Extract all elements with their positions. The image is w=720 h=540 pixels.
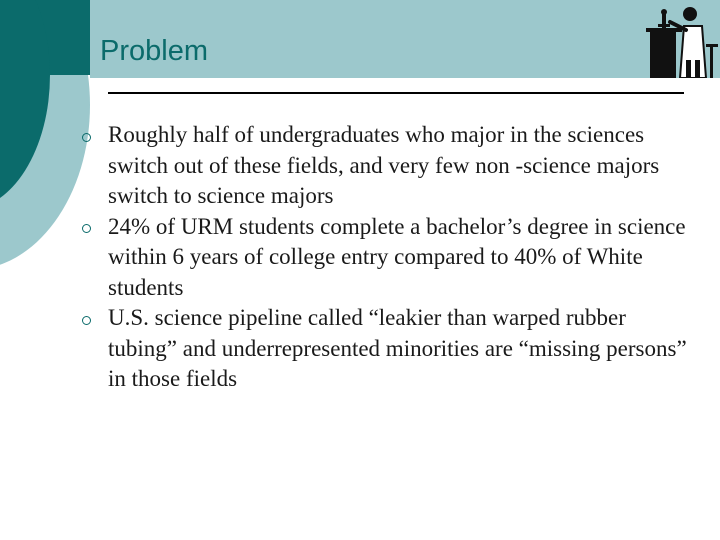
bullet-text: 24% of URM students complete a bachelor’s degree in science within 6 years of college entry compared to 40% of White students [108, 213, 686, 300]
bullet-item [82, 120, 702, 212]
slide-title: Problem [100, 35, 208, 67]
bullet-text: U.S. science pipeline called “leakier than warped rubber tubing” and underrepresented minorities are “missing persons” in those fields [108, 305, 687, 391]
bullet-item [82, 303, 702, 395]
hollow-circle-icon [82, 212, 108, 244]
bullet-text: Roughly half of undergraduates who major in the sciences switch out of these fields, and very few non -science majors switch to science majors [108, 122, 660, 208]
bullet-item [82, 212, 702, 304]
hollow-circle-icon [82, 303, 108, 335]
title-underline [108, 92, 684, 94]
hollow-circle-icon [82, 120, 108, 152]
bullet-list [82, 120, 702, 395]
scientist-microscope-icon [640, 0, 720, 78]
